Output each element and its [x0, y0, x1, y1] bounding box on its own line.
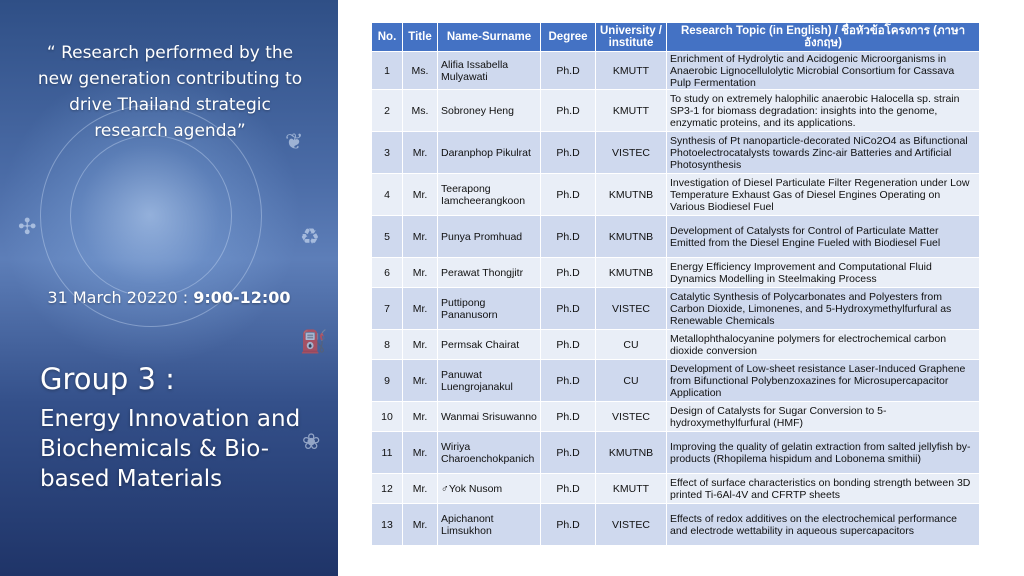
cell-name: Teerapong Iamcheerangkoon	[438, 174, 541, 216]
recycle-icon: ♻	[300, 225, 320, 250]
cell-topic: Energy Efficiency Improvement and Computational Fluid Dynamics Modelling in Steelmaking Process	[667, 258, 980, 288]
cell-no: 6	[372, 258, 403, 288]
cell-no: 11	[372, 432, 403, 474]
cell-university: KMUTNB	[596, 174, 667, 216]
cell-title: Mr.	[403, 258, 438, 288]
group-subtitle: Energy Innovation and Biochemicals & Bio-based Materials	[40, 406, 301, 492]
table-row	[372, 52, 980, 90]
cell-title: Mr.	[403, 216, 438, 258]
corn-icon: ❀	[302, 430, 321, 455]
table-row	[372, 330, 980, 360]
cell-topic: Synthesis of Pt nanoparticle-decorated NiCo2O4 as Bifunctional Photoelectrocatalysts towards Zinc-air Batteries and Artificial Photosynthesis	[667, 132, 980, 174]
cell-name: Wiriya Charoenchokpanich	[438, 432, 541, 474]
table-row	[372, 288, 980, 330]
cell-title: Mr.	[403, 330, 438, 360]
group-title: Group 3 :	[40, 362, 175, 396]
cell-topic: Investigation of Diesel Particulate Filter Regeneration under Low Temperature Exhaust Gas of Diesel Engines Operating on Various Biodiesel Fuel	[667, 174, 980, 216]
cell-degree: Ph.D	[541, 288, 596, 330]
cell-university: KMUTNB	[596, 258, 667, 288]
header-no: No.	[372, 23, 403, 52]
cell-name: Perawat Thongjitr	[438, 258, 541, 288]
cell-name: Permsak Chairat	[438, 330, 541, 360]
cell-title: Ms.	[403, 52, 438, 90]
table-row	[372, 402, 980, 432]
cell-topic: Effect of surface characteristics on bonding strength between 3D printed Ti-6Al-4V and CFRTP sheets	[667, 474, 980, 504]
event-date	[0, 288, 338, 307]
cell-topic: Metallophthalocyanine polymers for electrochemical carbon dioxide conversion	[667, 330, 980, 360]
leaf-icon: ❦	[285, 130, 304, 155]
table-row	[372, 174, 980, 216]
cell-no: 1	[372, 52, 403, 90]
cell-university: KMUTT	[596, 474, 667, 504]
header-university: University / institute	[596, 23, 667, 52]
table-row	[372, 216, 980, 258]
cell-no: 9	[372, 360, 403, 402]
cell-title: Mr.	[403, 402, 438, 432]
cell-title: Ms.	[403, 90, 438, 132]
header-title: Title	[403, 23, 438, 52]
cell-topic: Development of Catalysts for Control of Particulate Matter Emitted from the Diesel Engine Fueled with Biodiesel Fuel	[667, 216, 980, 258]
cell-university: KMUTNB	[596, 432, 667, 474]
oil-pump-icon: ⛽	[300, 330, 328, 355]
cell-no: 4	[372, 174, 403, 216]
cell-topic: Design of Catalysts for Sugar Conversion to 5-hydroxymethylfurfural (HMF)	[667, 402, 980, 432]
cell-no: 12	[372, 474, 403, 504]
cell-name: Sobroney Heng	[438, 90, 541, 132]
cell-name: Alifia Issabella Mulyawati	[438, 52, 541, 90]
cell-title: Mr.	[403, 288, 438, 330]
cell-topic: Improving the quality of gelatin extraction from salted jellyfish by-products (Rhopilema hispidum and Lobonema smithii)	[667, 432, 980, 474]
header-degree: Degree	[541, 23, 596, 52]
cell-degree: Ph.D	[541, 132, 596, 174]
cell-name: Apichanont Limsukhon	[438, 504, 541, 546]
table-row	[372, 360, 980, 402]
table-row	[372, 432, 980, 474]
cell-title: Mr.	[403, 132, 438, 174]
cell-degree: Ph.D	[541, 504, 596, 546]
cell-name: Daranphop Pikulrat	[438, 132, 541, 174]
cell-topic: Catalytic Synthesis of Polycarbonates and Polyesters from Carbon Dioxide, Limonenes, and 5-Hydroxymethylfurfural as Renewable Chemicals	[667, 288, 980, 330]
header-topic: Research Topic (in English) / ชื่อหัวข้อโครงการ (ภาษาอังกฤษ)	[667, 23, 980, 52]
cell-topic: Effects of redox additives on the electrochemical performance and electrode wettability in aqueous supercapacitors	[667, 504, 980, 546]
cell-title: Mr.	[403, 504, 438, 546]
cell-no: 10	[372, 402, 403, 432]
table-header-row	[372, 23, 980, 52]
cell-degree: Ph.D	[541, 474, 596, 504]
cell-degree: Ph.D	[541, 52, 596, 90]
cell-no: 5	[372, 216, 403, 258]
table-row	[372, 504, 980, 546]
cell-no: 8	[372, 330, 403, 360]
cell-no: 7	[372, 288, 403, 330]
cell-topic: Development of Low-sheet resistance Laser-Induced Graphene from Bifunctional Polybenzoxazines for Microsupercapacitor Application	[667, 360, 980, 402]
header-name: Name-Surname	[438, 23, 541, 52]
table-row	[372, 474, 980, 504]
cell-topic: To study on extremely halophilic anaerobic Halocella sp. strain SP3-1 for biomass degradation: insights into the genome, enzymatic proteins, and its applications.	[667, 90, 980, 132]
cell-university: VISTEC	[596, 132, 667, 174]
cell-university: KMUTNB	[596, 216, 667, 258]
table-row	[372, 132, 980, 174]
cell-university: KMUTT	[596, 90, 667, 132]
cell-no: 2	[372, 90, 403, 132]
cell-degree: Ph.D	[541, 402, 596, 432]
cell-degree: Ph.D	[541, 216, 596, 258]
cell-university: VISTEC	[596, 402, 667, 432]
cell-degree: Ph.D	[541, 432, 596, 474]
cell-title: Mr.	[403, 432, 438, 474]
cell-university: VISTEC	[596, 288, 667, 330]
cell-university: KMUTT	[596, 52, 667, 90]
left-banner-panel	[0, 0, 338, 576]
wind-turbine-icon: ✣	[18, 215, 37, 240]
cell-name: ♂Yok Nusom	[438, 474, 541, 504]
cell-university: CU	[596, 360, 667, 402]
date-text: 31 March 20220 :	[47, 288, 194, 307]
cell-topic: Enrichment of Hydrolytic and Acidogenic Microorganisms in Anaerobic Lignocellulolytic Microbial Consortium for Cassava Pulp Fermentation	[667, 52, 980, 90]
cell-no: 13	[372, 504, 403, 546]
cell-degree: Ph.D	[541, 90, 596, 132]
cell-degree: Ph.D	[541, 258, 596, 288]
cell-degree: Ph.D	[541, 174, 596, 216]
research-table	[371, 22, 980, 546]
table-row	[372, 258, 980, 288]
cell-title: Mr.	[403, 474, 438, 504]
cell-no: 3	[372, 132, 403, 174]
cell-name: Wanmai Srisuwanno	[438, 402, 541, 432]
cell-degree: Ph.D	[541, 360, 596, 402]
cell-university: CU	[596, 330, 667, 360]
cell-degree: Ph.D	[541, 330, 596, 360]
cell-title: Mr.	[403, 174, 438, 216]
cell-title: Mr.	[403, 360, 438, 402]
quote-text: “ Research performed by the new generation contributing to drive Thailand strategic research agenda”	[37, 43, 303, 141]
time-text: 9:00-12:00	[193, 288, 291, 307]
cell-name: Panuwat Luengrojanakul	[438, 360, 541, 402]
cell-name: Puttipong Pananusorn	[438, 288, 541, 330]
cell-name: Punya Promhuad	[438, 216, 541, 258]
cell-university: VISTEC	[596, 504, 667, 546]
table-row	[372, 90, 980, 132]
